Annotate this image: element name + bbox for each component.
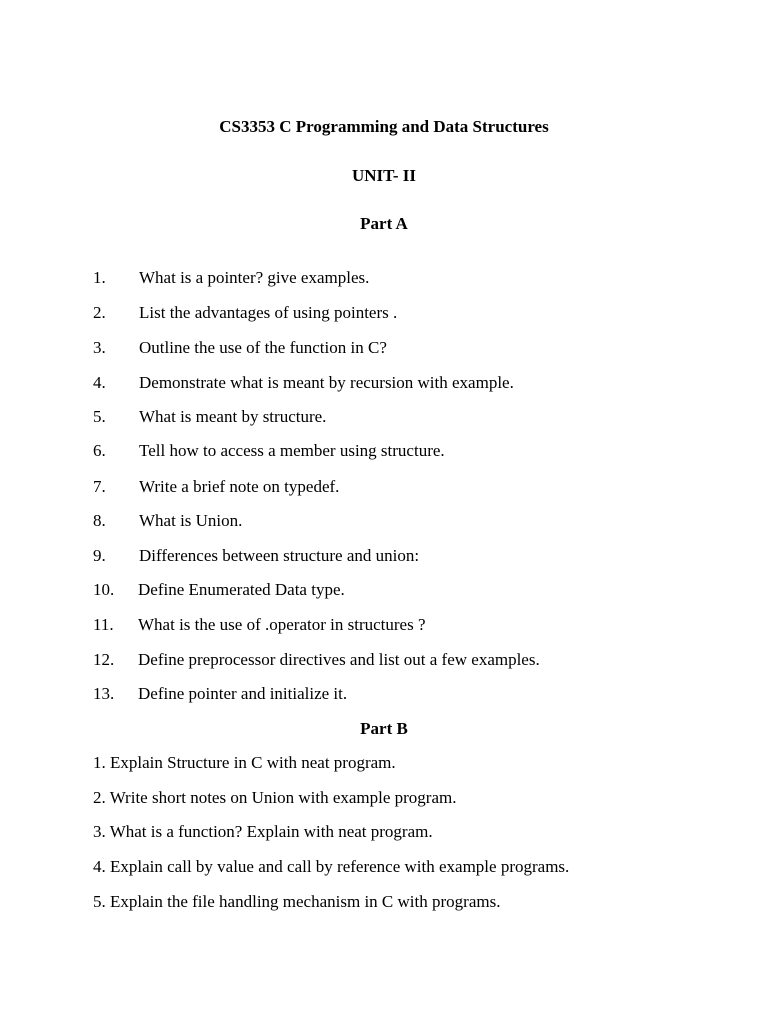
part-a-question — [93, 546, 733, 566]
question-text: What is Union. — [139, 511, 243, 530]
question-text: Differences between structure and union: — [139, 546, 420, 565]
part-b-question: 3. What is a function? Explain with neat program. — [93, 822, 433, 841]
part-a-question — [93, 303, 733, 323]
question-text: Outline the use of the function in C? — [139, 338, 387, 357]
question-number: 5. — [93, 407, 106, 426]
document-title: CS3353 C Programming and Data Structures — [219, 117, 549, 136]
part-b-question: 1. Explain Structure in C with neat program. — [93, 753, 396, 772]
question-number: 11. — [93, 615, 114, 634]
part-a-question — [93, 684, 733, 704]
question-text: Define Enumerated Data type. — [138, 580, 345, 599]
question-number: 12. — [93, 650, 115, 669]
part-b-question: 4. Explain call by value and call by reference with example programs. — [93, 857, 570, 876]
part-a-question — [93, 407, 733, 427]
question-number: 4. — [93, 373, 106, 392]
question-number: 3. — [93, 338, 106, 357]
question-number: 9. — [93, 546, 106, 565]
question-text: Tell how to access a member using structure. — [139, 441, 445, 460]
question-text: Demonstrate what is meant by recursion with example. — [139, 373, 514, 392]
part-b-question: 5. Explain the file handling mechanism in C with programs. — [93, 892, 501, 911]
question-number: 7. — [93, 477, 106, 496]
part-a-question — [93, 650, 733, 670]
part-a-question — [93, 477, 733, 497]
question-number: 13. — [93, 684, 115, 703]
question-text: List the advantages of using pointers . — [139, 303, 398, 322]
question-text: What is the use of .operator in structures ? — [138, 615, 426, 634]
question-number: 2. — [93, 303, 106, 322]
question-text: Define preprocessor directives and list out a few examples. — [138, 650, 540, 669]
part-b-question: 2. Write short notes on Union with example program. — [93, 788, 457, 807]
question-number: 6. — [93, 441, 106, 460]
part-a-question — [93, 580, 733, 600]
question-text: Define pointer and initialize it. — [138, 684, 348, 703]
part-a-question — [93, 615, 733, 635]
question-text: What is meant by structure. — [139, 407, 327, 426]
question-text: Write a brief note on typedef. — [139, 477, 340, 496]
question-text: What is a pointer? give examples. — [139, 268, 370, 287]
unit-heading: UNIT- II — [351, 166, 417, 185]
part-a-question — [93, 373, 733, 393]
part-a-heading: Part A — [360, 214, 408, 233]
part-a-question — [93, 441, 733, 461]
question-number: 8. — [93, 511, 106, 530]
part-a-question — [93, 268, 733, 288]
part-a-question — [93, 511, 733, 531]
part-b-heading: Part B — [360, 719, 408, 738]
question-number: 10. — [93, 580, 115, 599]
part-a-question — [93, 338, 733, 358]
question-number: 1. — [93, 268, 106, 287]
